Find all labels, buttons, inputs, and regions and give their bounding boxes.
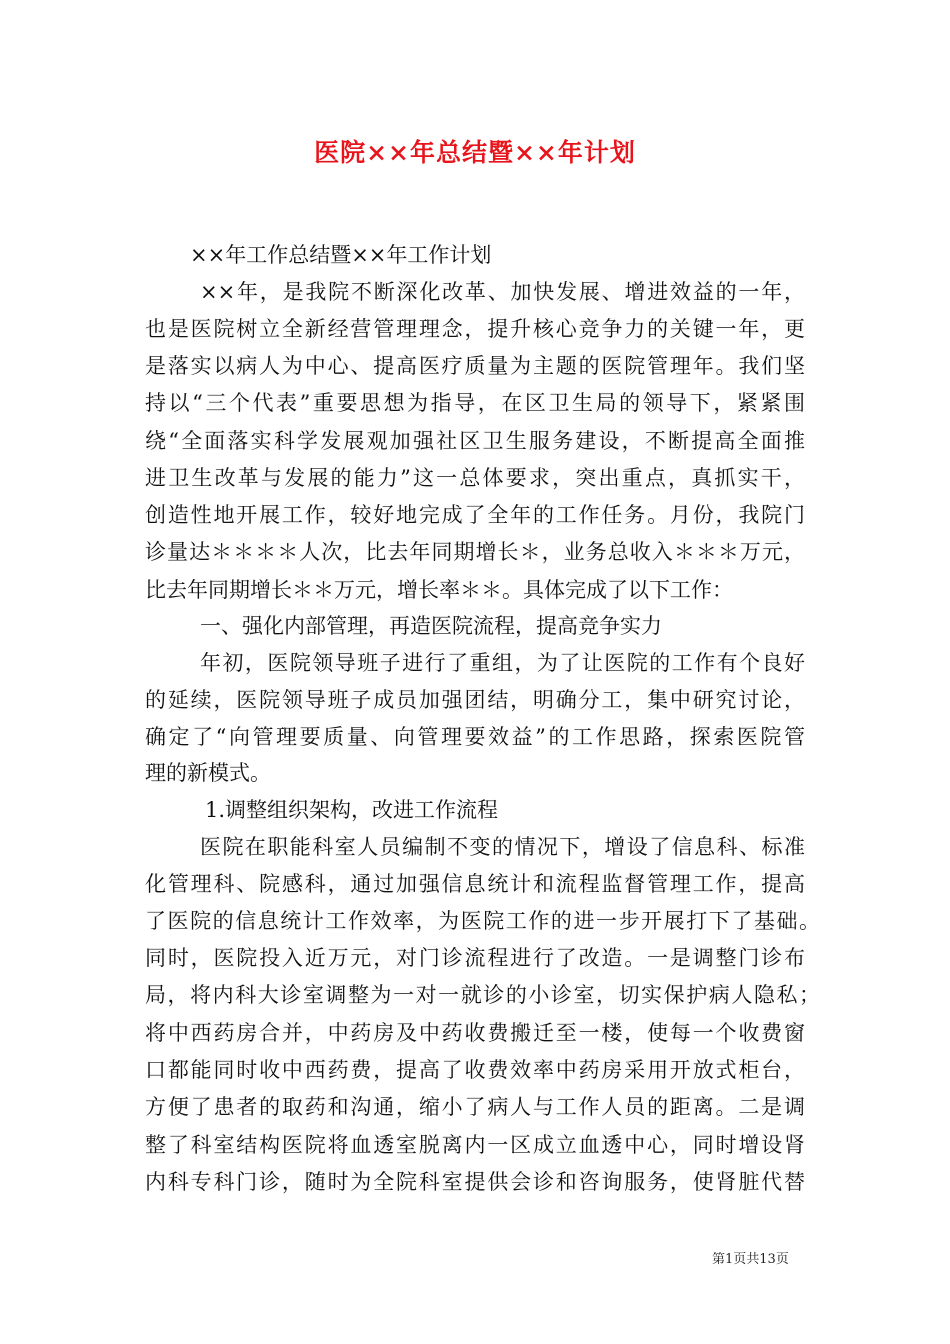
paragraph-line: 医院在职能科室人员编制不变的情况下，增设了信息科、标准 bbox=[200, 835, 805, 859]
paragraph-line: 内科专科门诊，随时为全院科室提供会诊和咨询服务，使肾脏代替 bbox=[145, 1170, 805, 1194]
paragraph-line: 诊量达＊＊＊＊人次，比去年同期增长＊，业务总收入＊＊＊万元， bbox=[145, 540, 805, 564]
paragraph-line: 同时，医院投入近万元，对门诊流程进行了改造。一是调整门诊布 bbox=[145, 946, 805, 970]
paragraph-line: 比去年同期增长＊＊万元，增长率＊＊。具体完成了以下工作： bbox=[145, 578, 733, 602]
paragraph-line: 创造性地开展工作，较好地完成了全年的工作任务。月份，我院门 bbox=[145, 503, 805, 527]
paragraph-line: 局，将内科大诊室调整为一对一就诊的小诊室，切实保护病人隐私； bbox=[145, 983, 820, 1007]
paragraph-line: 绕“全面落实科学发展观加强社区卫生服务建设，不断提高全面推 bbox=[145, 429, 805, 453]
paragraph-line: ××年，是我院不断深化改革、加快发展、增进效益的一年， bbox=[200, 280, 805, 304]
paragraph-line: 化管理科、院感科，通过加强信息统计和流程监督管理工作，提高 bbox=[145, 872, 805, 896]
section-heading: 一、强化内部管理，再造医院流程，提高竞争实力 bbox=[200, 614, 662, 638]
paragraph-line: 的延续，医院领导班子成员加强团结，明确分工，集中研究讨论， bbox=[145, 688, 805, 712]
paragraph-line: 进卫生改革与发展的能力”这一总体要求，突出重点，真抓实干， bbox=[145, 466, 805, 490]
page-number: 第1页共13页 bbox=[712, 1252, 789, 1267]
paragraph-line: 理的新模式。 bbox=[145, 761, 271, 785]
document-title: 医院××年总结暨××年计划 bbox=[314, 138, 636, 167]
paragraph-line: 方便了患者的取药和沟通，缩小了病人与工作人员的距离。二是调 bbox=[145, 1095, 805, 1119]
paragraph-line: 持以“三个代表”重要思想为指导，在区卫生局的领导下，紧紧围 bbox=[145, 391, 805, 415]
paragraph-line: 也是医院树立全新经营管理理念，提升核心竞争力的关键一年，更 bbox=[145, 317, 805, 341]
paragraph-line: 将中西药房合并，中药房及中药收费搬迁至一楼，使每一个收费窗 bbox=[145, 1021, 805, 1045]
paragraph-line: 整了科室结构医院将血透室脱离内一区成立血透中心，同时增设肾 bbox=[145, 1133, 805, 1157]
section-heading: ××年工作总结暨××年工作计划 bbox=[190, 243, 492, 267]
paragraph-line: 口都能同时收中西药费，提高了收费效率中药房采用开放式柜台， bbox=[145, 1058, 805, 1082]
paragraph-line: 是落实以病人为中心、提高医疗质量为主题的医院管理年。我们坚 bbox=[145, 354, 805, 378]
paragraph-line: 年初，医院领导班子进行了重组，为了让医院的工作有个良好 bbox=[200, 651, 805, 675]
paragraph-line: 了医院的信息统计工作效率，为医院工作的进一步开展打下了基础。 bbox=[145, 909, 820, 933]
subsection-heading: 1.调整组织架构，改进工作流程 bbox=[205, 798, 499, 822]
paragraph-line: 确定了“向管理要质量、向管理要效益”的工作思路，探索医院管 bbox=[145, 725, 805, 749]
